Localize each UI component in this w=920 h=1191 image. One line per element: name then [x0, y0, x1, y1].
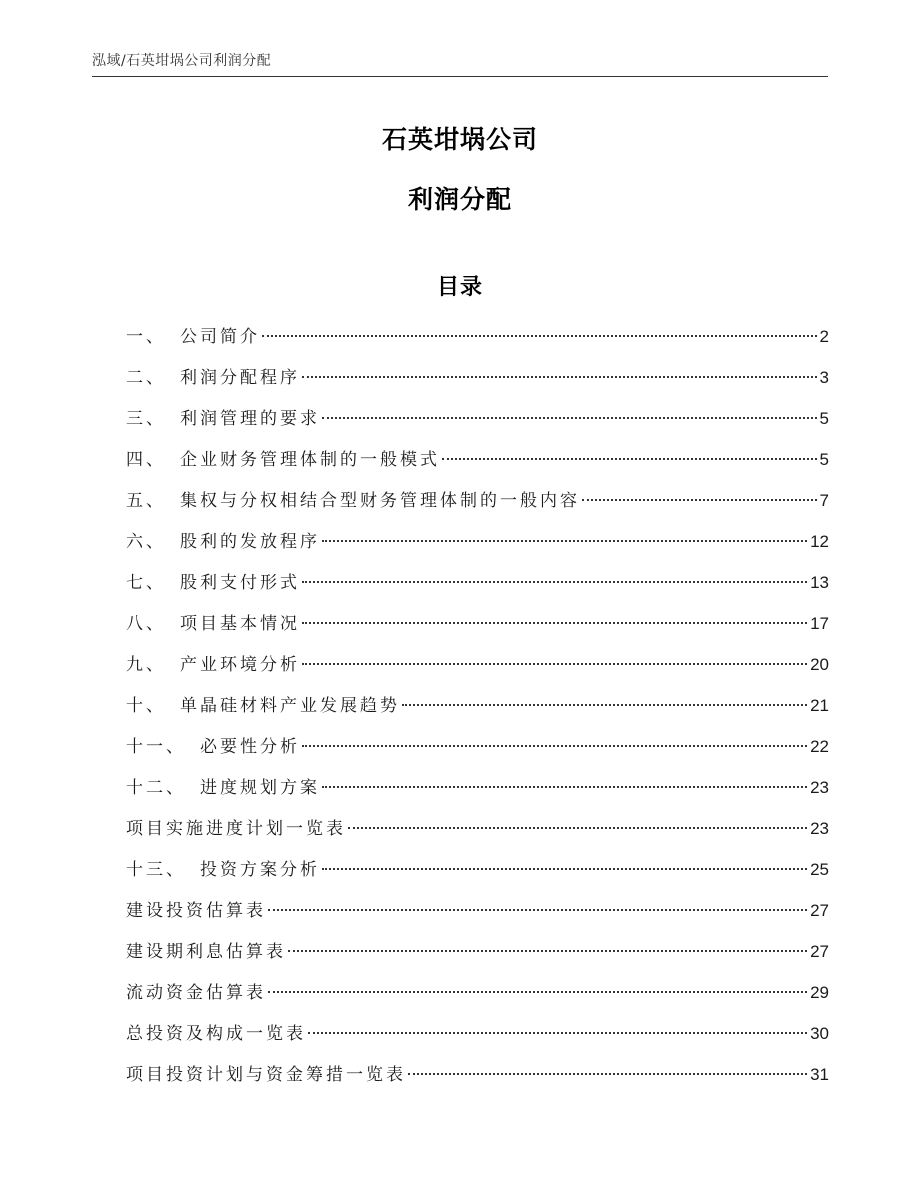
toc-heading: 目录 — [436, 275, 483, 300]
toc-dot-leader — [402, 704, 807, 706]
toc-entry-title: 股利支付形式 — [180, 573, 300, 593]
toc-entry-number: 五、 — [126, 491, 166, 511]
toc-dot-leader — [322, 540, 807, 542]
toc-entry-title: 投资方案分析 — [200, 860, 320, 880]
toc-dot-leader — [582, 499, 817, 501]
toc-entry[interactable] — [126, 405, 829, 446]
toc-entry-title: 单晶硅材料产业发展趋势 — [180, 696, 400, 716]
toc-entry[interactable] — [126, 610, 829, 651]
toc-entry[interactable] — [126, 528, 829, 569]
toc-entry-page: 20 — [810, 655, 829, 674]
toc-entry-number: 十三、 — [126, 860, 186, 880]
toc-dot-leader — [268, 991, 807, 993]
toc-entry[interactable] — [126, 651, 829, 692]
toc-entry-page: 30 — [810, 1024, 829, 1043]
toc-entry-number: 八、 — [126, 614, 166, 634]
toc-entry-page: 29 — [810, 983, 829, 1002]
toc-entry-title: 利润管理的要求 — [180, 409, 320, 429]
toc-entry-page: 7 — [819, 491, 829, 510]
toc-entry-title: 项目基本情况 — [180, 614, 300, 634]
toc-entry-title: 建设投资估算表 — [126, 901, 266, 921]
toc-entry-number: 四、 — [126, 450, 166, 470]
header-divider — [92, 76, 828, 77]
toc-entry-number: 十二、 — [126, 778, 186, 798]
toc-entry-title: 必要性分析 — [200, 737, 300, 757]
toc-dot-leader — [302, 376, 817, 378]
toc-entry[interactable] — [126, 692, 829, 733]
toc-dot-leader — [302, 581, 807, 583]
toc-entry-number: 三、 — [126, 409, 166, 429]
toc-entry-number: 六、 — [126, 532, 166, 552]
toc-entry-number: 十一、 — [126, 737, 186, 757]
toc-dot-leader — [408, 1073, 807, 1075]
toc-entry-title: 项目投资计划与资金筹措一览表 — [126, 1065, 406, 1085]
toc-entry[interactable] — [126, 897, 829, 938]
toc-entry[interactable] — [126, 815, 829, 856]
toc-entry-title: 企业财务管理体制的一般模式 — [180, 450, 440, 470]
toc-dot-leader — [302, 745, 807, 747]
toc-entry[interactable] — [126, 364, 829, 405]
toc-entry-page: 27 — [810, 901, 829, 920]
toc-dot-leader — [322, 417, 817, 419]
toc-entry-title: 流动资金估算表 — [126, 983, 266, 1003]
toc-entry-title: 项目实施进度计划一览表 — [126, 819, 346, 839]
toc-entry[interactable] — [126, 487, 829, 528]
toc-dot-leader — [442, 458, 817, 460]
page-header-text: 泓域/石英坩埚公司利润分配 — [92, 53, 272, 69]
document-company-title: 石英坩埚公司 — [381, 125, 538, 154]
toc-dot-leader — [348, 827, 807, 829]
toc-entry-title: 集权与分权相结合型财务管理体制的一般内容 — [180, 491, 580, 511]
toc-dot-leader — [268, 909, 807, 911]
toc-entry[interactable] — [126, 774, 829, 815]
toc-entry-number: 七、 — [126, 573, 166, 593]
page-header — [92, 50, 828, 74]
toc-dot-leader — [322, 868, 807, 870]
toc-entry[interactable] — [126, 323, 829, 364]
toc-entry-page: 5 — [819, 450, 829, 469]
toc-entry-number: 二、 — [126, 368, 166, 388]
toc-entry[interactable] — [126, 938, 829, 979]
toc-entry-page: 23 — [810, 778, 829, 797]
toc-entry-page: 27 — [810, 942, 829, 961]
toc-entry[interactable] — [126, 733, 829, 774]
toc-entry-page: 31 — [810, 1065, 829, 1084]
toc-dot-leader — [302, 663, 807, 665]
toc-entry-title: 总投资及构成一览表 — [126, 1024, 306, 1044]
toc-entry-title: 股利的发放程序 — [180, 532, 320, 552]
toc-entry-page: 13 — [810, 573, 829, 592]
toc-dot-leader — [308, 1032, 807, 1034]
toc-dot-leader — [288, 950, 807, 952]
toc-entry-title: 利润分配程序 — [180, 368, 300, 388]
toc-dot-leader — [302, 622, 807, 624]
toc-entry-page: 23 — [810, 819, 829, 838]
toc-entry[interactable] — [126, 446, 829, 487]
table-of-contents — [126, 323, 829, 1102]
toc-entry-number: 九、 — [126, 655, 166, 675]
toc-entry-title: 进度规划方案 — [200, 778, 320, 798]
document-subject-title: 利润分配 — [407, 185, 512, 214]
toc-entry-page: 12 — [810, 532, 829, 551]
toc-entry-title: 公司简介 — [180, 327, 260, 347]
toc-entry-page: 21 — [810, 696, 829, 715]
toc-entry-page: 17 — [810, 614, 829, 633]
toc-entry[interactable] — [126, 569, 829, 610]
toc-entry[interactable] — [126, 1020, 829, 1061]
toc-dot-leader — [322, 786, 807, 788]
toc-entry-page: 3 — [819, 368, 829, 387]
toc-entry-page: 22 — [810, 737, 829, 756]
toc-entry-page: 2 — [819, 327, 829, 346]
toc-dot-leader — [262, 335, 817, 337]
toc-entry-title: 产业环境分析 — [180, 655, 300, 675]
toc-entry-number: 一、 — [126, 327, 166, 347]
toc-entry[interactable] — [126, 979, 829, 1020]
toc-entry-page: 25 — [810, 860, 829, 879]
toc-entry-number: 十、 — [126, 696, 166, 716]
toc-entry-title: 建设期利息估算表 — [126, 942, 286, 962]
toc-entry[interactable] — [126, 856, 829, 897]
toc-entry[interactable] — [126, 1061, 829, 1102]
toc-entry-page: 5 — [819, 409, 829, 428]
